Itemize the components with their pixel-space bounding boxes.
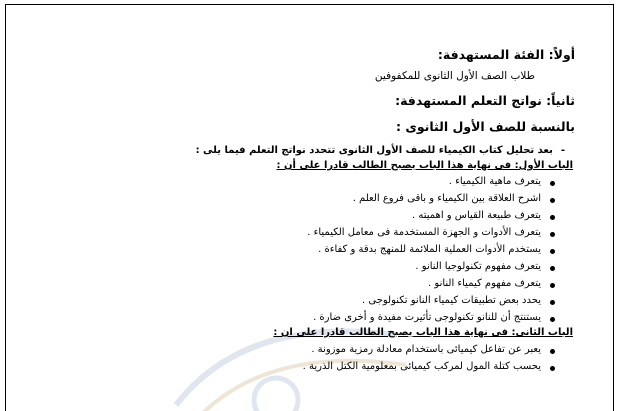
bullet-icon: [550, 283, 555, 288]
list-item: يحدد بعض تطبيقات كيمياء النانو تكنولوجى .: [6, 295, 613, 306]
analysis-intro: [6, 145, 613, 156]
section-heading-target-group: أولاً: الفئة المستهدفة:: [437, 47, 575, 62]
list-item: يتعرف مفهوم كيمياء النانو .: [6, 278, 613, 289]
section-heading-first-grade: بالنسبة للصف الأول الثانوى :: [396, 119, 575, 134]
bullet-icon: [550, 349, 555, 354]
bullet-icon: [550, 232, 555, 237]
chapter2-title: الباب الثانى: فى نهاية هذا الباب يصبح الطالب قادرا على ان :: [273, 327, 573, 338]
list-item: يتعرف الأدوات و الجهزة المستخدمة فى معامل الكيمياء .: [6, 227, 613, 238]
bullet-icon: [550, 215, 555, 220]
bullet-icon: [550, 317, 555, 322]
bullet-icon: [550, 300, 555, 305]
bullet-icon: [550, 266, 555, 271]
analysis-intro-text: بعد تحليل كتاب الكيمياء للصف الأول الثانوى تتحدد نواتج التعلم فيما يلى :: [195, 145, 553, 156]
list-item: يتعرف مفهوم تكنولوجيا النانو .: [6, 261, 613, 272]
bullet-icon: [550, 198, 555, 203]
list-item: يستنتج أن للنانو تكنولوجى تأثيرت مفيدة و أخرى ضارة .: [6, 312, 613, 323]
bullet-icon: [550, 249, 555, 254]
section-heading-learning-outcomes: ثانياً: نواتج التعلم المستهدفة:: [395, 93, 575, 108]
list-item: يتعرف طبيعة القياس و اهميته .: [6, 210, 613, 221]
target-group-text: طلاب الصف الأول الثانوى للمكفوفين: [374, 70, 535, 82]
document-page: [5, 4, 614, 411]
bullet-icon: [550, 366, 555, 371]
list-item: يتعرف ماهية الكيمياء .: [6, 176, 613, 187]
list-item: يستخدم الأدوات العملية الملائمة للمنهج بدقة و كفاءة .: [6, 244, 613, 255]
list-item: يحسب كتلة المول لمركب كيميائى بمعلومية الكتل الذرية .: [6, 361, 613, 372]
bullet-icon: [550, 181, 555, 186]
list-item: اشرح العلاقة بين الكيمياء و باقى فروع العلم .: [6, 193, 613, 204]
dash-marker: -: [560, 145, 565, 156]
chapter1-title: الباب الأول: فى نهاية هذا الباب يصبح الطالب قادرا على أن :: [276, 160, 573, 171]
list-item: يعبر عن تفاعل كيميائى باستخدام معادلة رمزية موزونة .: [6, 344, 613, 355]
